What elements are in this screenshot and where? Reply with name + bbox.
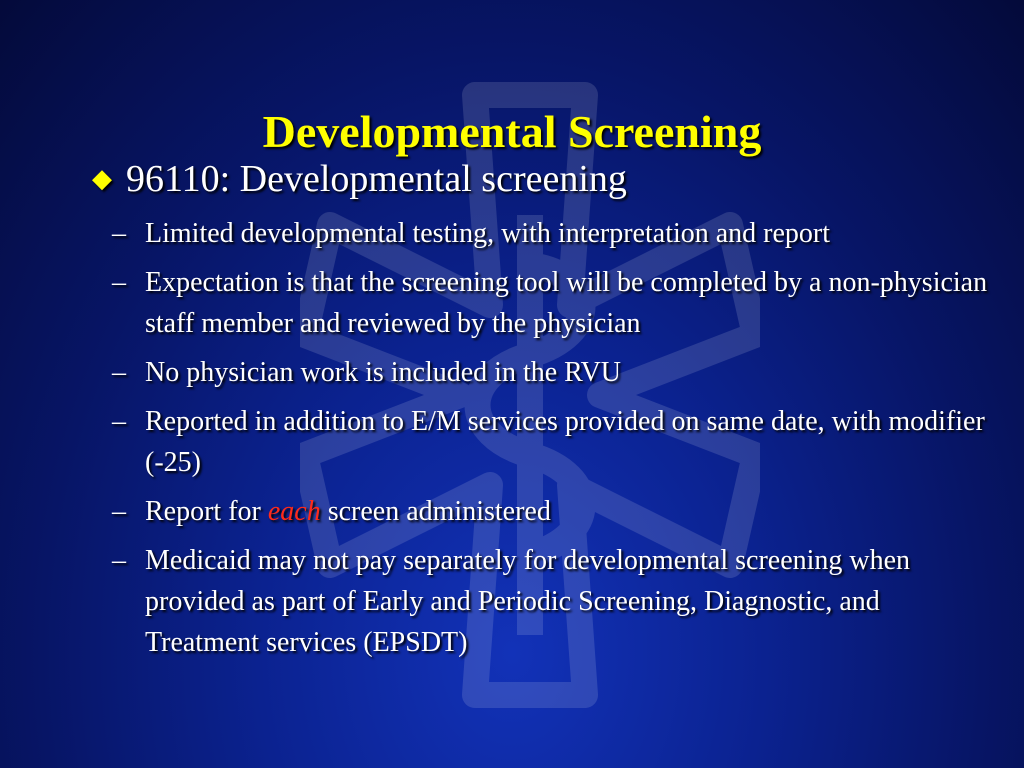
dash-bullet-icon: – xyxy=(112,357,126,388)
sub-bullet xyxy=(112,401,992,483)
sub-bullet-report xyxy=(112,491,992,532)
main-bullet xyxy=(92,156,627,202)
sub-bullet xyxy=(112,213,992,254)
sub-bullet xyxy=(112,540,992,663)
report-suffix-text: screen administered xyxy=(320,496,551,527)
dash-bullet-icon: – xyxy=(112,496,126,527)
dash-bullet-icon: – xyxy=(112,545,126,576)
sub-bullet-text: Reported in addition to E/M services provided on same date, with modifier (-25) xyxy=(145,406,985,478)
dash-bullet-icon: – xyxy=(112,267,126,298)
report-prefix-text: Report for xyxy=(145,496,268,527)
dash-bullet-icon: – xyxy=(112,406,126,437)
dash-bullet-icon: – xyxy=(112,218,126,249)
slide-title: Developmental Screening xyxy=(262,106,762,157)
sub-bullet-text: Expectation is that the screening tool will be completed by a non-physician staff member and reviewed by the physician xyxy=(145,267,988,339)
sub-bullet xyxy=(112,262,992,344)
diamond-bullet-icon: ◆ xyxy=(92,164,112,193)
main-bullet-text: 96110: Developmental screening xyxy=(126,158,627,200)
sub-bullet-list xyxy=(112,213,992,671)
sub-bullet-text: No physician work is included in the RVU xyxy=(145,357,622,388)
sub-bullet-text: Medicaid may not pay separately for developmental screening when provided as part of Early and Periodic Screening, Diagnostic, and Treatment services (EPSDT) xyxy=(145,545,911,658)
emphasis-text: each xyxy=(267,496,321,527)
sub-bullet xyxy=(112,352,992,393)
sub-bullet-text: Limited developmental testing, with interpretation and report xyxy=(145,218,831,249)
